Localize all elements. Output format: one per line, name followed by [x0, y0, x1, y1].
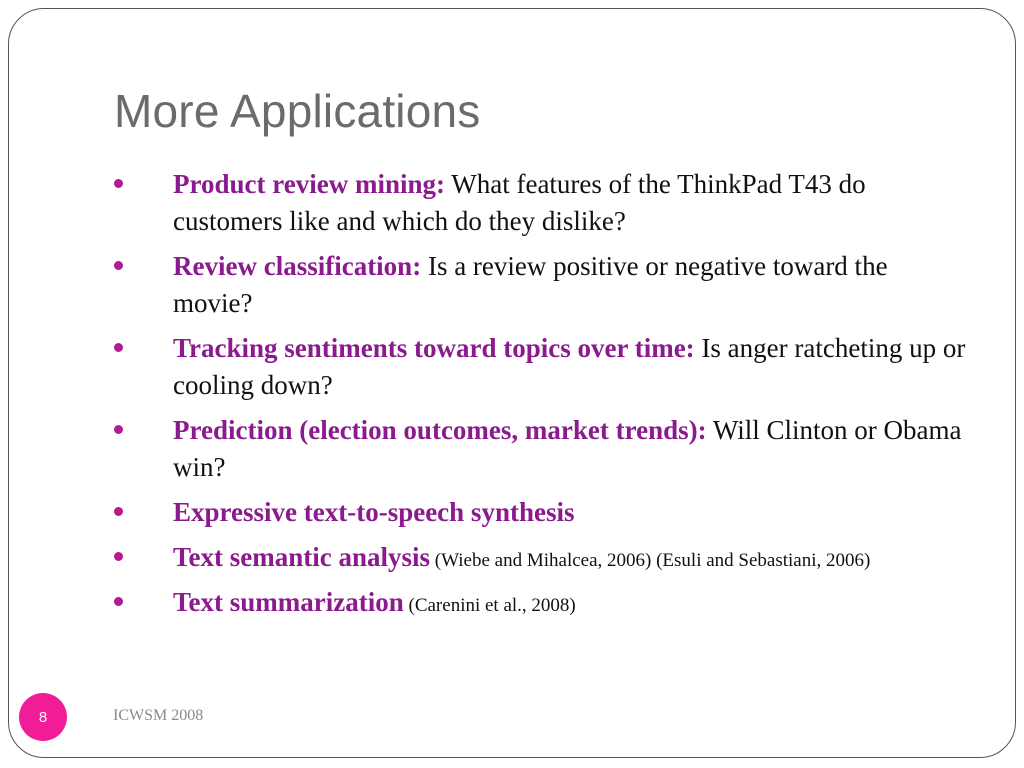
bullet-dot-icon — [114, 179, 123, 188]
bullet-highlight: Prediction (election outcomes, market trends): — [173, 415, 707, 445]
slide-title: More Applications — [114, 85, 481, 137]
bullet-dot-icon — [114, 425, 123, 434]
bullet-highlight: Product review mining: — [173, 169, 445, 199]
bullet-text: Is a review positive or negative toward the movie? — [173, 251, 888, 318]
bullet-item — [112, 330, 972, 404]
bullet-highlight: Tracking sentiments toward topics over time: — [173, 333, 695, 363]
page-number: 8 — [38, 708, 48, 726]
bullet-highlight: Review classification: — [173, 251, 422, 281]
footer-text: ICWSM 2008 — [113, 707, 204, 724]
bullet-highlight: Text summarization — [173, 587, 404, 617]
bullet-highlight: Expressive text-to-speech synthesis — [173, 497, 575, 527]
bullet-item — [112, 412, 972, 486]
bullet-citation: (Carenini et al., 2008) — [403, 595, 576, 616]
bullet-text: Will Clinton or Obama win? — [173, 415, 962, 482]
bullet-dot-icon — [114, 261, 123, 270]
bullet-dot-icon — [114, 343, 123, 352]
bullet-highlight: Text semantic analysis — [173, 542, 431, 572]
page-number-badge — [19, 693, 67, 741]
bullet-dot-icon — [114, 552, 123, 561]
bullet-text: What features of the ThinkPad T43 do customers like and which do they dislike? — [173, 169, 866, 236]
bullet-item — [112, 584, 972, 621]
bullet-item — [112, 494, 972, 531]
bullet-text: Is anger ratcheting up or cooling down? — [173, 333, 966, 400]
bullet-item — [112, 539, 972, 576]
bullet-dot-icon — [114, 597, 123, 606]
bullet-item — [112, 248, 972, 322]
bullet-dot-icon — [114, 507, 123, 516]
bullet-item — [112, 166, 972, 240]
bullet-citation: (Wiebe and Mihalcea, 2006) (Esuli and Sebastiani, 2006) — [430, 550, 871, 571]
bullet-list — [112, 166, 972, 629]
